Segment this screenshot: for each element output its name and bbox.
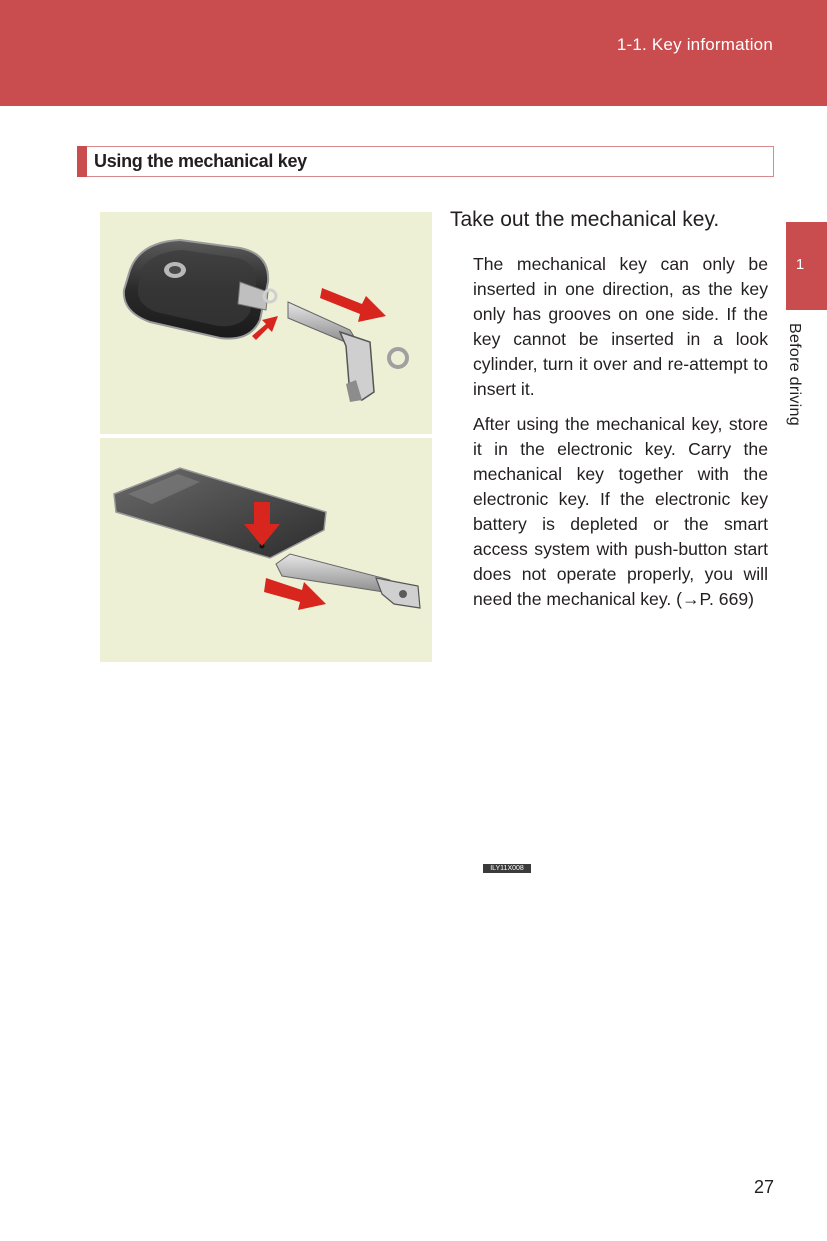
illustration-code: ILY11X008 [483, 864, 531, 873]
header-band [0, 0, 827, 106]
section-heading-accent [77, 146, 87, 177]
chapter-number: 1 [795, 256, 805, 273]
card-key [114, 468, 326, 558]
smart-key-fob [124, 240, 276, 339]
mechanical-key-top [288, 302, 407, 402]
section-heading-bar [77, 146, 774, 177]
step-title: Take out the mechanical key. [450, 208, 720, 231]
header-section-title: 1-1. Key information [616, 35, 773, 54]
panel-divider [100, 434, 432, 438]
paragraph-2: After using the mechanical key, store it in the electronic key. Carry the mechanical key together with the electronic key. If the electronic key battery is depleted or the smart access system with push-button start does not operate properly, you will need the mechanical key. (→P. 669) [473, 414, 768, 609]
arrow-icon [252, 288, 386, 340]
section-title: Using the mechanical key [94, 151, 307, 171]
chapter-tab [786, 222, 827, 310]
page-number: 27 [753, 1177, 774, 1197]
mechanical-key-illustration [100, 212, 524, 872]
chapter-label: Before driving [786, 323, 803, 426]
key-illustration-graphic [100, 212, 432, 662]
paragraph-1: The mechanical key can only be inserted in one direction, as the key only has grooves on one side. If the key cannot be inserted in a look cylinder, turn it over and re-attempt to insert it. [473, 254, 768, 399]
chapter-label-container [781, 323, 809, 443]
